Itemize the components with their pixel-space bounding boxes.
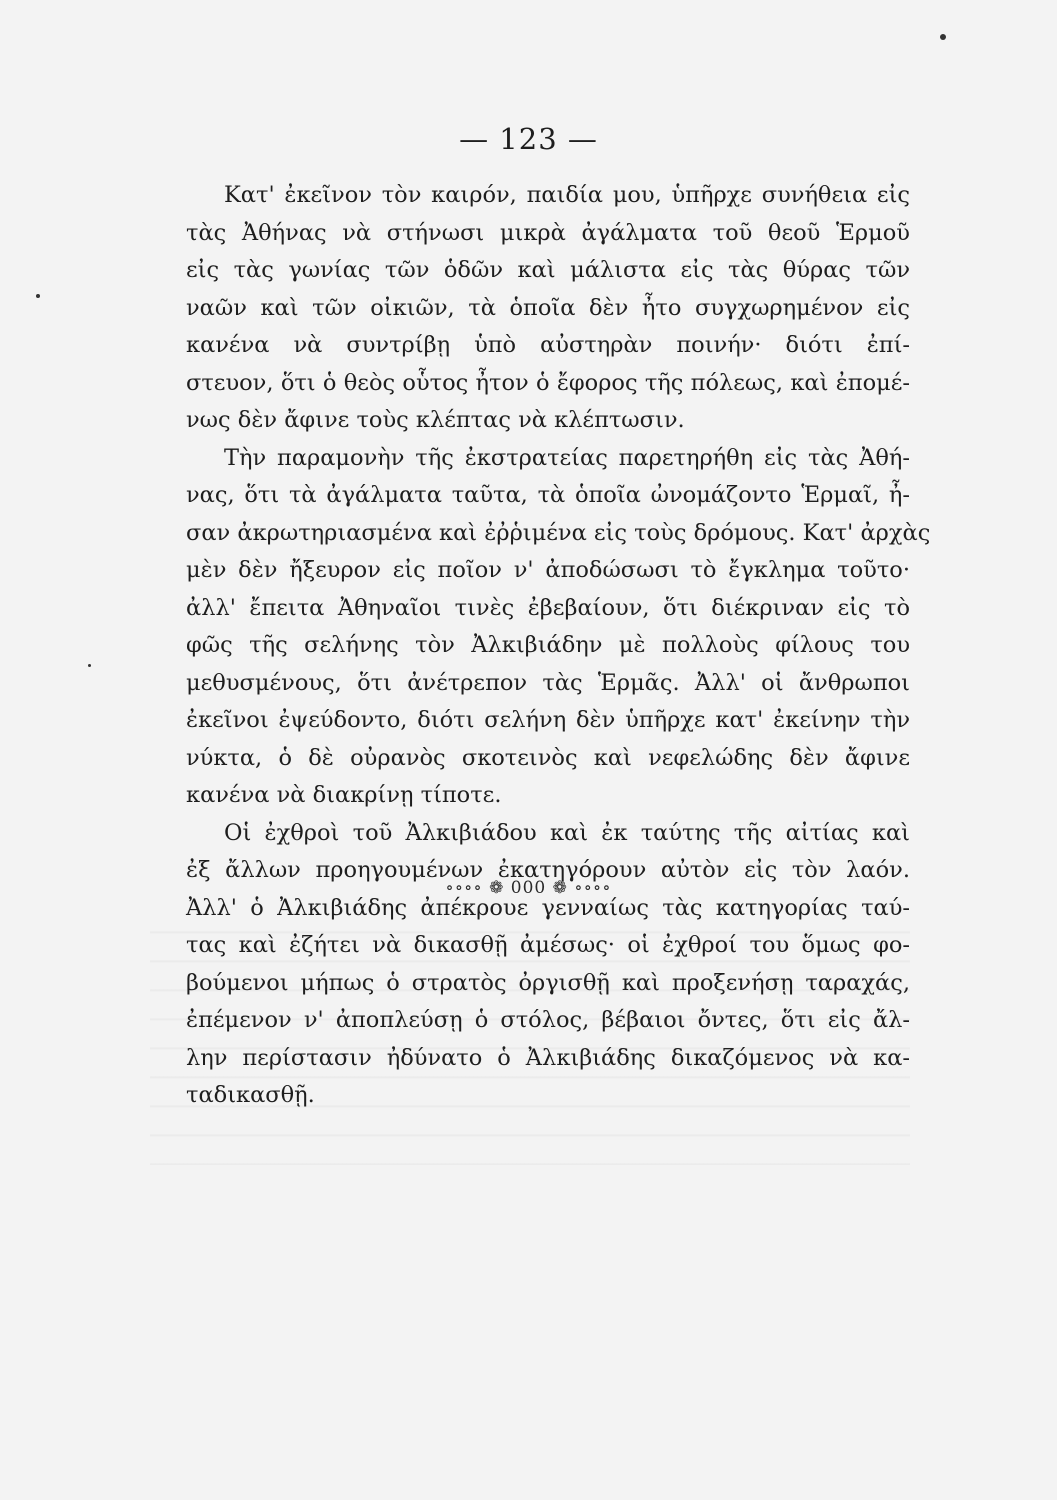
text-line: ταδικασθῇ. [186,1082,315,1108]
text-line: κανένα νὰ διακρίνῃ τίποτε. [186,782,502,808]
text-line: Οἱ ἐχθροὶ τοῦ Ἀλκιβιάδου καὶ ἐκ ταύτης τῆς αἰτίας καὶ [224,819,910,846]
text-line: νως δὲν ἄφινε τοὺς κλέπτας νὰ κλέπτωσιν. [186,407,685,433]
ink-speck [940,34,946,40]
text-line: Τὴν παραμονὴν τῆς ἐκστρατείας παρετηρήθη εἰς τὰς Ἀθή- [224,444,910,471]
text-line: ναῶν καὶ τῶν οἰκιῶν, τὰ ὁποῖα δὲν ἦτο συγχωρημένον εἰς [186,294,910,321]
text-line: στευον, ὅτι ὁ θεὸς οὗτος ἦτον ὁ ἔφορος τῆς πόλεως, καὶ ἐπομέ- [186,369,910,396]
text-line: σαν ἀκρωτηριασμένα καὶ ἐῤῥιμένα εἰς τοὺς δρόμους. Κατ' ἀρχὰς [186,519,931,546]
text-line: ἐκεῖνοι ἐψεύδοντο, διότι σελήνη δὲν ὑπῆρχε κατ' ἐκείνην τὴν [186,707,910,733]
page-number: — 123 — [459,122,598,156]
text-line: εἰς τὰς γωνίας τῶν ὁδῶν καὶ μάλιστα εἰς τὰς θύρας τῶν [186,257,910,283]
text-line: βούμενοι μήπως ὁ στρατὸς ὀργισθῇ καὶ προξενήσῃ ταραχάς, [186,969,910,996]
ink-speck [88,664,91,667]
text-line: μὲν δὲν ἤξευρον εἰς ποῖον ν' ἀποδώσωσι τὸ ἔγκλημα τοῦτο· [186,557,910,583]
text-line: τὰς Ἀθήνας νὰ στήνωσι μικρὰ ἀγάλματα τοῦ θεοῦ Ἑρμοῦ [186,219,910,246]
text-line: ἐπέμενον ν' ἀποπλεύσῃ ὁ στόλος, βέβαιοι ὄντες, ὅτι εἰς ἄλ- [186,1007,910,1033]
text-line: Κατ' ἐκεῖνον τὸν καιρόν, παιδία μου, ὑπῆρχε συνήθεια εἰς [224,182,910,208]
text-line: τας καὶ ἐζήτει νὰ δικασθῇ ἀμέσως· οἱ ἐχθροί του ὅμως φο- [186,932,910,958]
text-line: Ἀλλ' ὁ Ἀλκιβιάδης ἀπέκρουε γενναίως τὰς κατηγορίας ταύ- [186,894,910,921]
text-line: ἐξ ἄλλων προηγουμένων ἐκατηγόρουν αὐτὸν εἰς τὸν λαόν. [186,857,910,883]
text-line: κανένα νὰ συντρίβῃ ὑπὸ αὐστηρὰν ποινήν· διότι ἐπί- [186,332,910,358]
text-line: λην περίστασιν ἠδύνατο ὁ Ἀλκιβιάδης δικαζόμενος νὰ κα- [186,1044,910,1071]
text-line: νύκτα, ὁ δὲ οὐρανὸς σκοτεινὸς καὶ νεφελώδης δὲν ἄφινε [186,744,910,771]
section-ornament: ∘∘∘∘ ❁ 000 ❁ ∘∘∘∘ [445,878,612,898]
text-line: ἀλλ' ἔπειτα Ἀθηναῖοι τινὲς ἐβεβαίουν, ὅτι διέκριναν εἰς τὸ [186,594,910,621]
text-line: νας, ὅτι τὰ ἀγάλματα ταῦτα, τὰ ὁποῖα ὠνομάζοντο Ἑρμαῖ, ἦ- [186,482,910,508]
bleed-through-shadow [150,905,910,1165]
text-line: μεθυσμένους, ὅτι ἀνέτρεπον τὰς Ἑρμᾶς. Ἀλλ' οἱ ἄνθρωποι [186,669,910,696]
ink-speck [36,294,40,298]
text-line: φῶς τῆς σελήνης τὸν Ἀλκιβιάδην μὲ πολλοὺς φίλους του [186,632,910,658]
